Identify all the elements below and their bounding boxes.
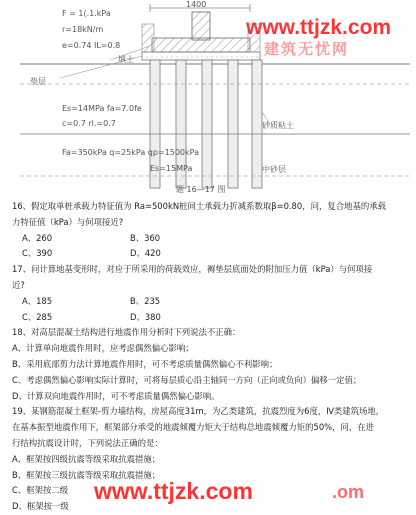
watermark-url-top: www.ttjzk.com [246,16,392,39]
q18-line1: 18、对高层混凝土结构进行地震作用分析时下列说法不正确： [12,327,241,338]
figure-label-layer3-line1: Fa=350kPa q=25kPa qp=1500kPa [62,148,200,157]
figure-label-void-ratio: e=0.74 IL=0.8 [62,41,121,50]
figure-caption: 题 16—17 图 [176,185,226,194]
q18-option-b: B、采用底部剪力法计算地震作用时，可不考虑质量偶然偏心不利影响； [12,358,278,369]
figure-label-medium-sand: 中砂层 [262,165,286,174]
figure-label-layer2-line1: Es=14MPa fa=7.0fe [62,104,142,113]
q17-option-c: C、285 [22,311,53,322]
q16-option-a: A、260 [22,232,53,243]
q17-option-d: D、380 [130,311,161,322]
q19-line1: 19、某钢筋混凝土框架-剪力墙结构，房屋高度31m，为乙类建筑，抗震烈度为6度，Ⅳ类建筑场地， [12,406,385,417]
question-content [12,199,408,515]
q16-options-row2 [12,246,408,262]
q19-line2: 在基本振型地震作用下，框架部分承受的地震倾覆力矩大于结构总地震倾覆力矩的50%，问，在进 [12,422,374,433]
q17-option-a: A、185 [22,295,53,306]
q16-option-d: D、420 [130,248,161,259]
q17-line1: 17、问计算地基变形时，对应于所采用的荷载效应，褥垫层底面处的附加压力值（kPa）与何项接 [12,264,373,275]
q19-line3: 行结构抗震设计时，下列说法正确的是： [12,437,163,448]
q16-line2: 力特征值（kPa）与何项接近? [12,216,124,227]
q16-option-b: B、360 [130,232,161,243]
q16-line1: 16、假定取单桩承载力特征值为 Ra=500kN桩间土承载力折减系数取β=0.80，问，复合地基的承载 [12,201,386,211]
q18-option-d: D、计算双向地震作用时，可不考虑质量偶然偏心影响。 [12,390,220,401]
q17-options-row1 [12,294,408,310]
figure-label-unit-weight: r=18kN/m [62,25,104,34]
figure-label-layer2-line2: c=0.7 rl.=0.7 [62,119,116,128]
q19-option-a: A、框架按四级抗震等级采取抗震措施； [12,453,161,464]
figure-label-layer3-line2: Es=15MPa [150,164,193,173]
q17-line2: 近? [12,279,25,290]
q19-option-c: C、框架按二级 [12,485,69,496]
watermark-url-bottom: www.ttjzk.com [94,478,253,504]
figure-label-cushion: 垫层 [30,77,46,86]
watermark-site-name: 建筑无忧网 [264,41,350,58]
q19-option-b: B、框架按三级抗震等级采取抗震措施； [12,469,161,480]
figure-label-fill: 填土 [118,55,134,64]
q17-option-b: B、235 [130,295,161,306]
q16-options-row1 [12,231,408,247]
figure-label-dimension: 1400 [186,0,207,9]
q17-options-row2 [12,310,408,326]
q18-option-a: A、计算单向地震作用时，应考虑偶然偏心影响； [12,343,194,354]
q18-option-c: C、考虑偶然偏心影响实际计算时，可将每层质心沿主轴同一方向（正向或负向）偏移一定值； [12,374,362,385]
q16-option-c: C、390 [22,248,53,259]
watermark-fragment: .om [332,482,365,502]
figure-label-load: F = 1(.1.kPa [62,9,111,18]
q19-option-d: D、框架按一级 [12,501,69,512]
figure-label-sandy-clay: 砂质粘土 [262,121,294,130]
